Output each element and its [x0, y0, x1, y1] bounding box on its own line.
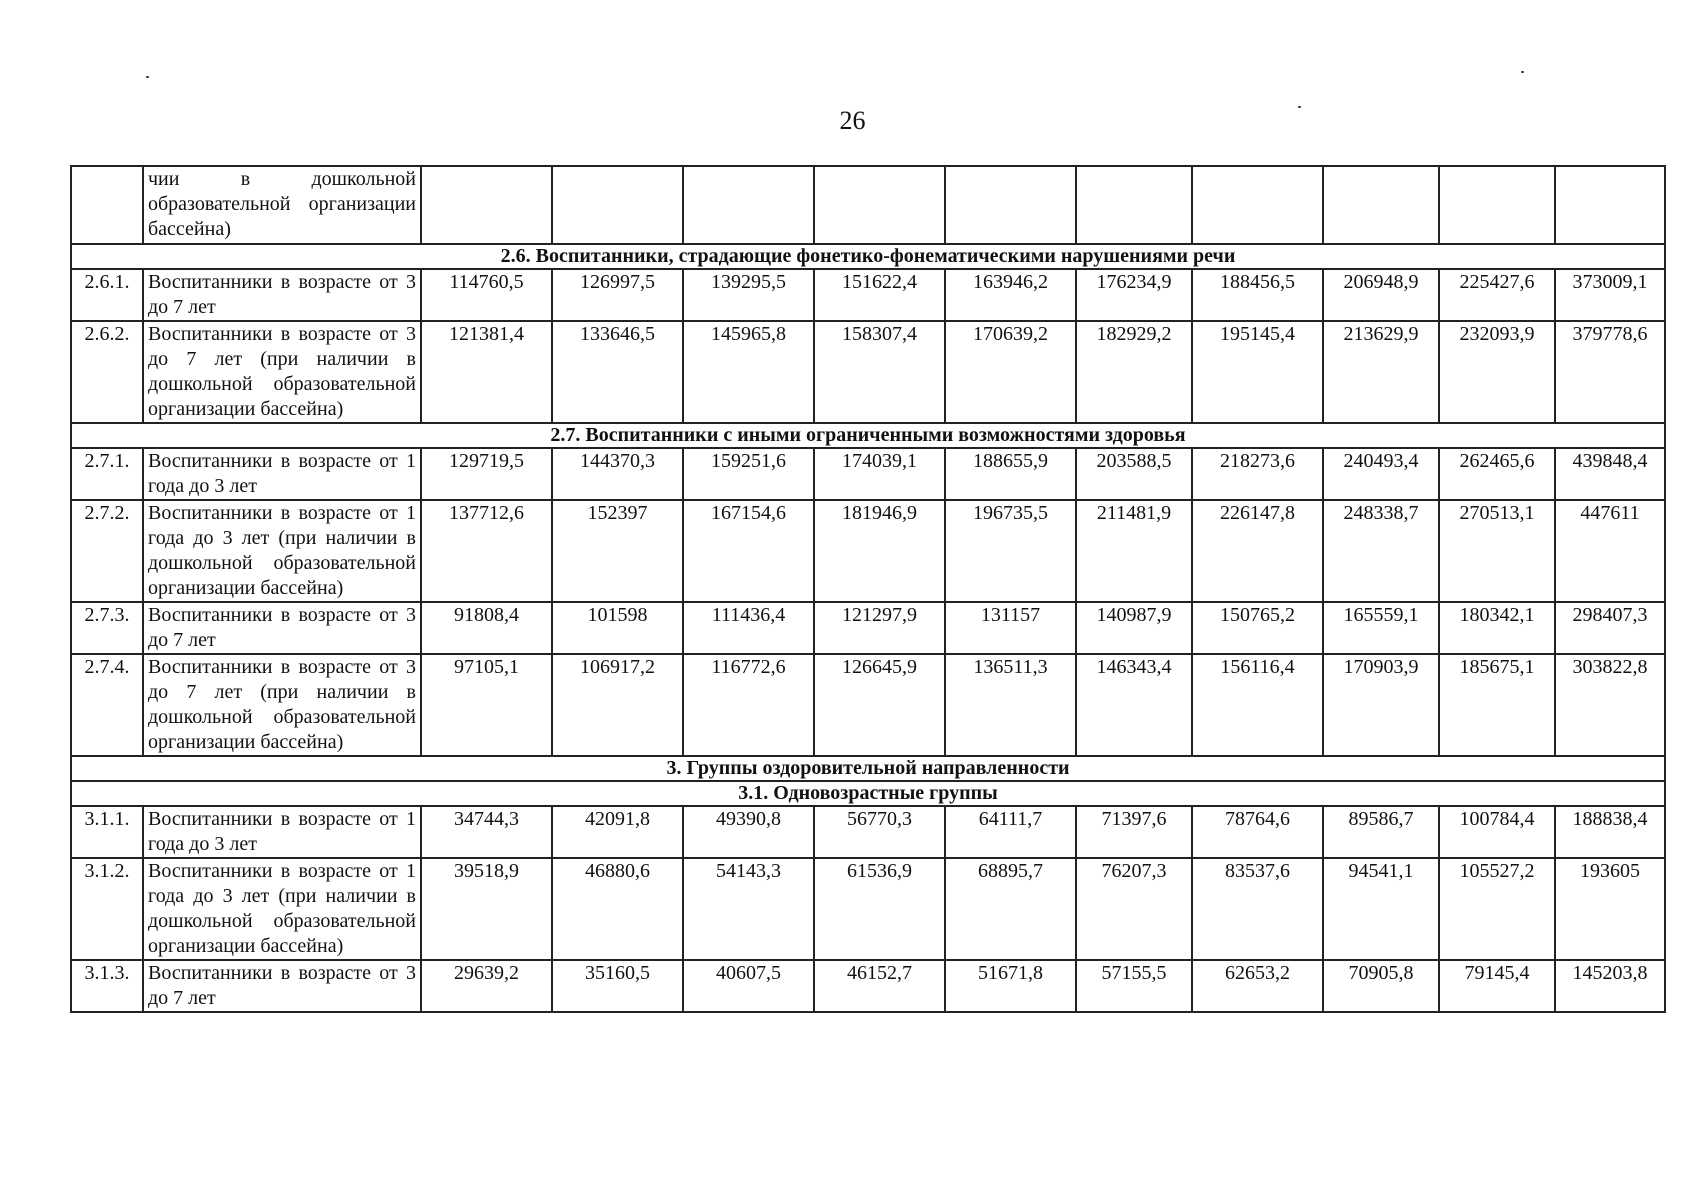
value-cell: 91808,4 [421, 602, 552, 654]
value-cell: 71397,6 [1076, 806, 1192, 858]
value-cell: 146343,4 [1076, 654, 1192, 756]
table-row [71, 269, 1665, 321]
value-cell: 167154,6 [683, 500, 814, 602]
value-cell: 379778,6 [1555, 321, 1665, 423]
value-cell: 101598 [552, 602, 683, 654]
value-cell [1076, 166, 1192, 244]
section-header-row [71, 244, 1665, 269]
value-cell: 196735,5 [945, 500, 1076, 602]
value-cell: 39518,9 [421, 858, 552, 960]
value-cell: 57155,5 [1076, 960, 1192, 1012]
value-cell: 218273,6 [1192, 448, 1323, 500]
table-row [71, 500, 1665, 602]
row-description: Воспитанники в возрасте от 1 года до 3 лет (при наличии в дошкольной образовательной организации бассейна) [143, 858, 421, 960]
table-row [71, 602, 1665, 654]
scan-speck [146, 76, 149, 78]
section-title: 2.6. Воспитанники, страдающие фонетико-фонематическими нарушениями речи [71, 244, 1665, 269]
row-description: Воспитанники в возрасте от 3 до 7 лет [143, 602, 421, 654]
value-cell: 188655,9 [945, 448, 1076, 500]
value-cell: 165559,1 [1323, 602, 1439, 654]
row-description: Воспитанники в возрасте от 3 до 7 лет (при наличии в дошкольной образовательной организации бассейна) [143, 654, 421, 756]
row-description: Воспитанники в возрасте от 1 года до 3 лет [143, 448, 421, 500]
value-cell: 116772,6 [683, 654, 814, 756]
row-code: 2.7.2. [71, 500, 143, 602]
value-cell: 156116,4 [1192, 654, 1323, 756]
value-cell: 139295,5 [683, 269, 814, 321]
value-cell: 78764,6 [1192, 806, 1323, 858]
value-cell: 232093,9 [1439, 321, 1555, 423]
row-description: Воспитанники в возрасте от 1 года до 3 лет [143, 806, 421, 858]
value-cell: 70905,8 [1323, 960, 1439, 1012]
row-code: 2.7.3. [71, 602, 143, 654]
value-cell: 136511,3 [945, 654, 1076, 756]
row-description: Воспитанники в возрасте от 3 до 7 лет [143, 960, 421, 1012]
row-description: Воспитанники в возрасте от 3 до 7 лет (при наличии в дошкольной образовательной организации бассейна) [143, 321, 421, 423]
value-cell: 181946,9 [814, 500, 945, 602]
value-cell: 126997,5 [552, 269, 683, 321]
value-cell: 193605 [1555, 858, 1665, 960]
row-code: 3.1.3. [71, 960, 143, 1012]
value-cell: 262465,6 [1439, 448, 1555, 500]
value-cell: 131157 [945, 602, 1076, 654]
value-cell: 298407,3 [1555, 602, 1665, 654]
value-cell: 176234,9 [1076, 269, 1192, 321]
value-cell: 373009,1 [1555, 269, 1665, 321]
value-cell: 185675,1 [1439, 654, 1555, 756]
value-cell: 111436,4 [683, 602, 814, 654]
value-cell: 195145,4 [1192, 321, 1323, 423]
value-cell: 226147,8 [1192, 500, 1323, 602]
row-code: 3.1.2. [71, 858, 143, 960]
value-cell: 83537,6 [1192, 858, 1323, 960]
row-description: Воспитанники в возрасте от 1 года до 3 лет (при наличии в дошкольной образовательной организации бассейна) [143, 500, 421, 602]
value-cell: 97105,1 [421, 654, 552, 756]
value-cell [1192, 166, 1323, 244]
row-code: 2.6.2. [71, 321, 143, 423]
value-cell: 129719,5 [421, 448, 552, 500]
value-cell: 133646,5 [552, 321, 683, 423]
value-cell: 182929,2 [1076, 321, 1192, 423]
table-row [71, 806, 1665, 858]
value-cell: 144370,3 [552, 448, 683, 500]
section-header-row [71, 423, 1665, 448]
value-cell: 170639,2 [945, 321, 1076, 423]
value-cell: 49390,8 [683, 806, 814, 858]
value-cell: 188838,4 [1555, 806, 1665, 858]
tariff-table [70, 165, 1666, 1013]
value-cell: 180342,1 [1439, 602, 1555, 654]
value-cell [1555, 166, 1665, 244]
value-cell: 79145,4 [1439, 960, 1555, 1012]
value-cell: 447611 [1555, 500, 1665, 602]
value-cell: 76207,3 [1076, 858, 1192, 960]
value-cell: 56770,3 [814, 806, 945, 858]
row-code: 3.1.1. [71, 806, 143, 858]
value-cell: 213629,9 [1323, 321, 1439, 423]
value-cell [1439, 166, 1555, 244]
value-cell: 68895,7 [945, 858, 1076, 960]
value-cell: 51671,8 [945, 960, 1076, 1012]
value-cell: 211481,9 [1076, 500, 1192, 602]
value-cell: 145965,8 [683, 321, 814, 423]
value-cell: 62653,2 [1192, 960, 1323, 1012]
value-cell: 152397 [552, 500, 683, 602]
table-row [71, 858, 1665, 960]
value-cell: 54143,3 [683, 858, 814, 960]
value-cell: 137712,6 [421, 500, 552, 602]
row-code: 2.7.4. [71, 654, 143, 756]
value-cell: 105527,2 [1439, 858, 1555, 960]
value-cell: 150765,2 [1192, 602, 1323, 654]
value-cell: 159251,6 [683, 448, 814, 500]
value-cell: 126645,9 [814, 654, 945, 756]
table-row [71, 654, 1665, 756]
value-cell: 303822,8 [1555, 654, 1665, 756]
value-cell: 170903,9 [1323, 654, 1439, 756]
table-row [71, 448, 1665, 500]
value-cell: 121381,4 [421, 321, 552, 423]
value-cell: 64111,7 [945, 806, 1076, 858]
value-cell: 140987,9 [1076, 602, 1192, 654]
value-cell: 42091,8 [552, 806, 683, 858]
value-cell: 151622,4 [814, 269, 945, 321]
value-cell: 61536,9 [814, 858, 945, 960]
value-cell: 46880,6 [552, 858, 683, 960]
scan-speck [1298, 106, 1301, 108]
row-code: 2.7.1. [71, 448, 143, 500]
value-cell: 94541,1 [1323, 858, 1439, 960]
value-cell: 29639,2 [421, 960, 552, 1012]
table-row [71, 960, 1665, 1012]
value-cell [945, 166, 1076, 244]
section-title: 2.7. Воспитанники с иными ограниченными возможностями здоровья [71, 423, 1665, 448]
value-cell: 89586,7 [1323, 806, 1439, 858]
value-cell: 121297,9 [814, 602, 945, 654]
value-cell [1323, 166, 1439, 244]
continuation-row [71, 166, 1665, 244]
value-cell: 100784,4 [1439, 806, 1555, 858]
value-cell: 270513,1 [1439, 500, 1555, 602]
value-cell: 40607,5 [683, 960, 814, 1012]
row-code [71, 166, 143, 244]
value-cell: 158307,4 [814, 321, 945, 423]
section-header-row [71, 781, 1665, 806]
section-title: 3.1. Одновозрастные группы [71, 781, 1665, 806]
row-description: Воспитанники в возрасте от 3 до 7 лет [143, 269, 421, 321]
row-code: 2.6.1. [71, 269, 143, 321]
value-cell: 163946,2 [945, 269, 1076, 321]
value-cell: 145203,8 [1555, 960, 1665, 1012]
section-title: 3. Группы оздоровительной направленности [71, 756, 1665, 781]
row-description: чии в дошкольной образовательной организации бассейна) [143, 166, 421, 244]
value-cell: 35160,5 [552, 960, 683, 1012]
section-header-row [71, 756, 1665, 781]
value-cell: 225427,6 [1439, 269, 1555, 321]
value-cell: 188456,5 [1192, 269, 1323, 321]
value-cell [421, 166, 552, 244]
value-cell: 248338,7 [1323, 500, 1439, 602]
value-cell: 46152,7 [814, 960, 945, 1012]
value-cell: 106917,2 [552, 654, 683, 756]
table-row [71, 321, 1665, 423]
value-cell [552, 166, 683, 244]
scan-speck [1521, 71, 1524, 73]
value-cell: 34744,3 [421, 806, 552, 858]
value-cell: 203588,5 [1076, 448, 1192, 500]
page-number: 26 [839, 106, 866, 135]
value-cell [683, 166, 814, 244]
value-cell: 206948,9 [1323, 269, 1439, 321]
value-cell [814, 166, 945, 244]
value-cell: 439848,4 [1555, 448, 1665, 500]
value-cell: 240493,4 [1323, 448, 1439, 500]
value-cell: 114760,5 [421, 269, 552, 321]
value-cell: 174039,1 [814, 448, 945, 500]
